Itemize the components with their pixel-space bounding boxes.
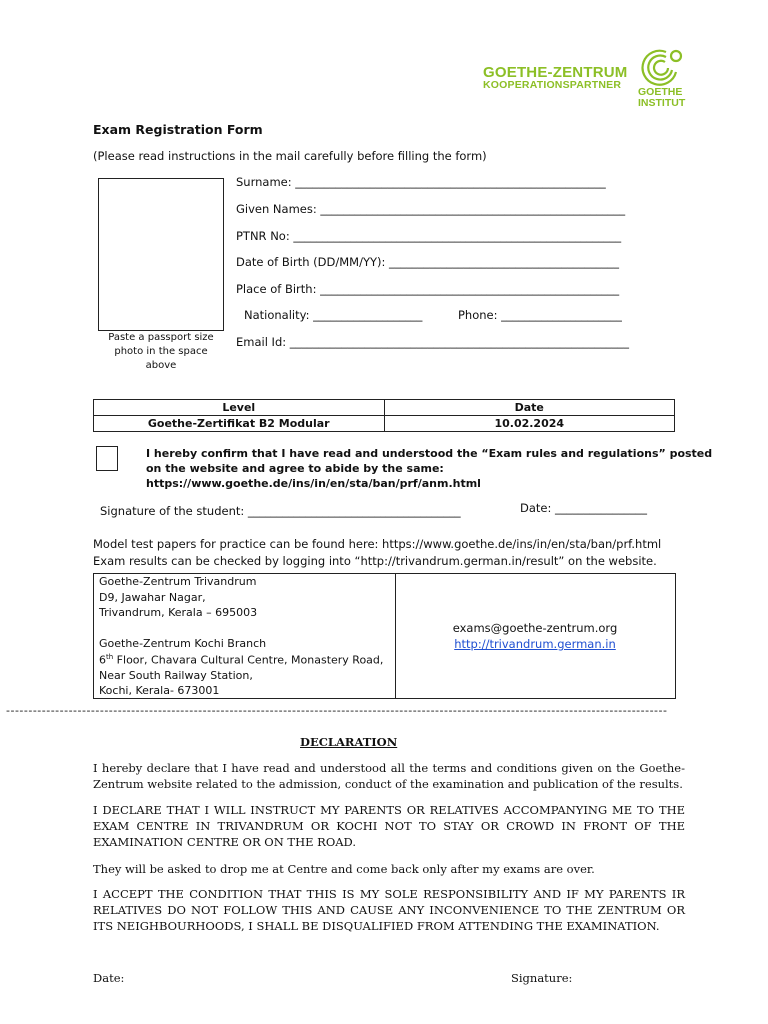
floor-number: 6 xyxy=(99,653,106,667)
dob-field[interactable]: Date of Birth (DD/MM/YY): ________________________________________ xyxy=(236,255,620,269)
address-line: Kochi, Kerala- 673001 xyxy=(99,684,220,697)
declaration-title: DECLARATION xyxy=(300,735,398,749)
form-title: Exam Registration Form xyxy=(93,122,263,137)
date-header: Date xyxy=(384,400,675,416)
declaration-signature-label: Signature: xyxy=(511,971,573,985)
email-field[interactable]: Email Id: ___________________________________________________________ xyxy=(236,335,630,349)
floor-suffix: th xyxy=(106,653,114,661)
cut-line: ---------------------------------------------------------------------------------------------------------------------------------------------------- xyxy=(6,704,668,717)
address-line-kochi-floor xyxy=(99,653,383,667)
goethe-zentrum-logo-text: GOETHE-ZENTRUM xyxy=(483,64,628,81)
place-of-birth-field[interactable]: Place of Birth: ____________________________________________________ xyxy=(236,282,620,296)
table-row xyxy=(94,416,675,432)
declaration-date-label: Date: xyxy=(93,971,125,985)
address-line: Goethe-Zentrum Trivandrum xyxy=(99,575,257,588)
nationality-field[interactable]: Nationality: ___________________ xyxy=(244,308,423,322)
contact-right-cell xyxy=(396,620,674,652)
level-header: Level xyxy=(94,400,385,416)
confirm-checkbox[interactable] xyxy=(96,446,118,471)
goethe-institut-text-1: GOETHE xyxy=(638,86,683,98)
floor-rest: Floor, Chavara Cultural Centre, Monastery Road, xyxy=(113,653,384,667)
kooperationspartner-text: KOOPERATIONSPARTNER xyxy=(483,79,622,91)
date-value: 10.02.2024 xyxy=(384,416,675,432)
level-value: Goethe-Zertifikat B2 Modular xyxy=(94,416,385,432)
model-papers-text: Model test papers for practice can be found here: https://www.goethe.de/ins/in/en/sta/ban/prf.html xyxy=(93,537,662,551)
signature-date-field[interactable]: Date: ________________ xyxy=(520,501,648,515)
website-link[interactable]: http://trivandrum.german.in xyxy=(454,637,616,651)
ptnr-field[interactable]: PTNR No: _________________________________________________________ xyxy=(236,229,622,243)
phone-field[interactable]: Phone: _____________________ xyxy=(458,308,622,322)
goethe-institut-text-2: INSTITUT xyxy=(638,97,686,109)
declaration-paragraph-2: I DECLARE THAT I WILL INSTRUCT MY PARENTS OR RELATIVES ACCOMPANYING ME TO THE EXAM CENTRE IN TRIVANDRUM OR KOCHI NOT TO STAY OR CROWD IN FRONT OF THE EXAMINATION CENTRE OR ON THE ROAD. xyxy=(93,803,685,849)
declaration-paragraph-3: They will be asked to drop me at Centre and come back only after my exams are over. xyxy=(93,862,595,876)
student-signature-field[interactable]: Signature of the student: _____________________________________ xyxy=(100,504,461,518)
declaration-paragraph-1: I hereby declare that I have read and understood all the terms and conditions given on the Goethe-Zentrum website related to the admission, conduct of the examination and publication of the results. xyxy=(93,761,685,791)
photo-caption: Paste a passport size photo in the space above xyxy=(108,332,214,371)
address-line: Near South Railway Station, xyxy=(99,669,253,682)
passport-photo-box[interactable] xyxy=(98,178,224,331)
surname-field[interactable]: Surname: ______________________________________________________ xyxy=(236,175,606,189)
address-line: Trivandrum, Kerala – 695003 xyxy=(99,606,258,619)
contact-email[interactable]: exams@goethe-zentrum.org xyxy=(452,621,618,635)
table-header-row xyxy=(94,400,675,416)
given-names-field[interactable]: Given Names: _____________________________________________________ xyxy=(236,202,626,216)
address-line: Goethe-Zentrum Kochi Branch xyxy=(99,637,267,650)
goethe-institut-logo-icon xyxy=(636,46,684,86)
results-text: Exam results can be checked by logging into “http://trivandrum.german.in/result” on the website. xyxy=(93,554,657,568)
form-instructions: (Please read instructions in the mail carefully before filling the form) xyxy=(93,149,487,163)
confirmation-text: I hereby confirm that I have read and understood the “Exam rules and regulations” posted on the website and agree to abide by the same: https://www.goethe.de/ins/in/en/sta/ban/prf/anm.html xyxy=(146,447,713,490)
declaration-paragraph-4: I ACCEPT THE CONDITION THAT THIS IS MY SOLE RESPONSIBILITY AND IF MY PARENTS IR RELATIVES DO NOT FOLLOW THIS AND CAUSE ANY INCONVENIENCE TO THE ZENTRUM OR ITS NEIGHBOURHOODS, I SHALL BE DISQUALIFIED FROM ATTENDING THE EXAMINATION. xyxy=(93,887,685,933)
level-date-table xyxy=(93,399,675,432)
address-line: D9, Jawahar Nagar, xyxy=(99,591,206,604)
